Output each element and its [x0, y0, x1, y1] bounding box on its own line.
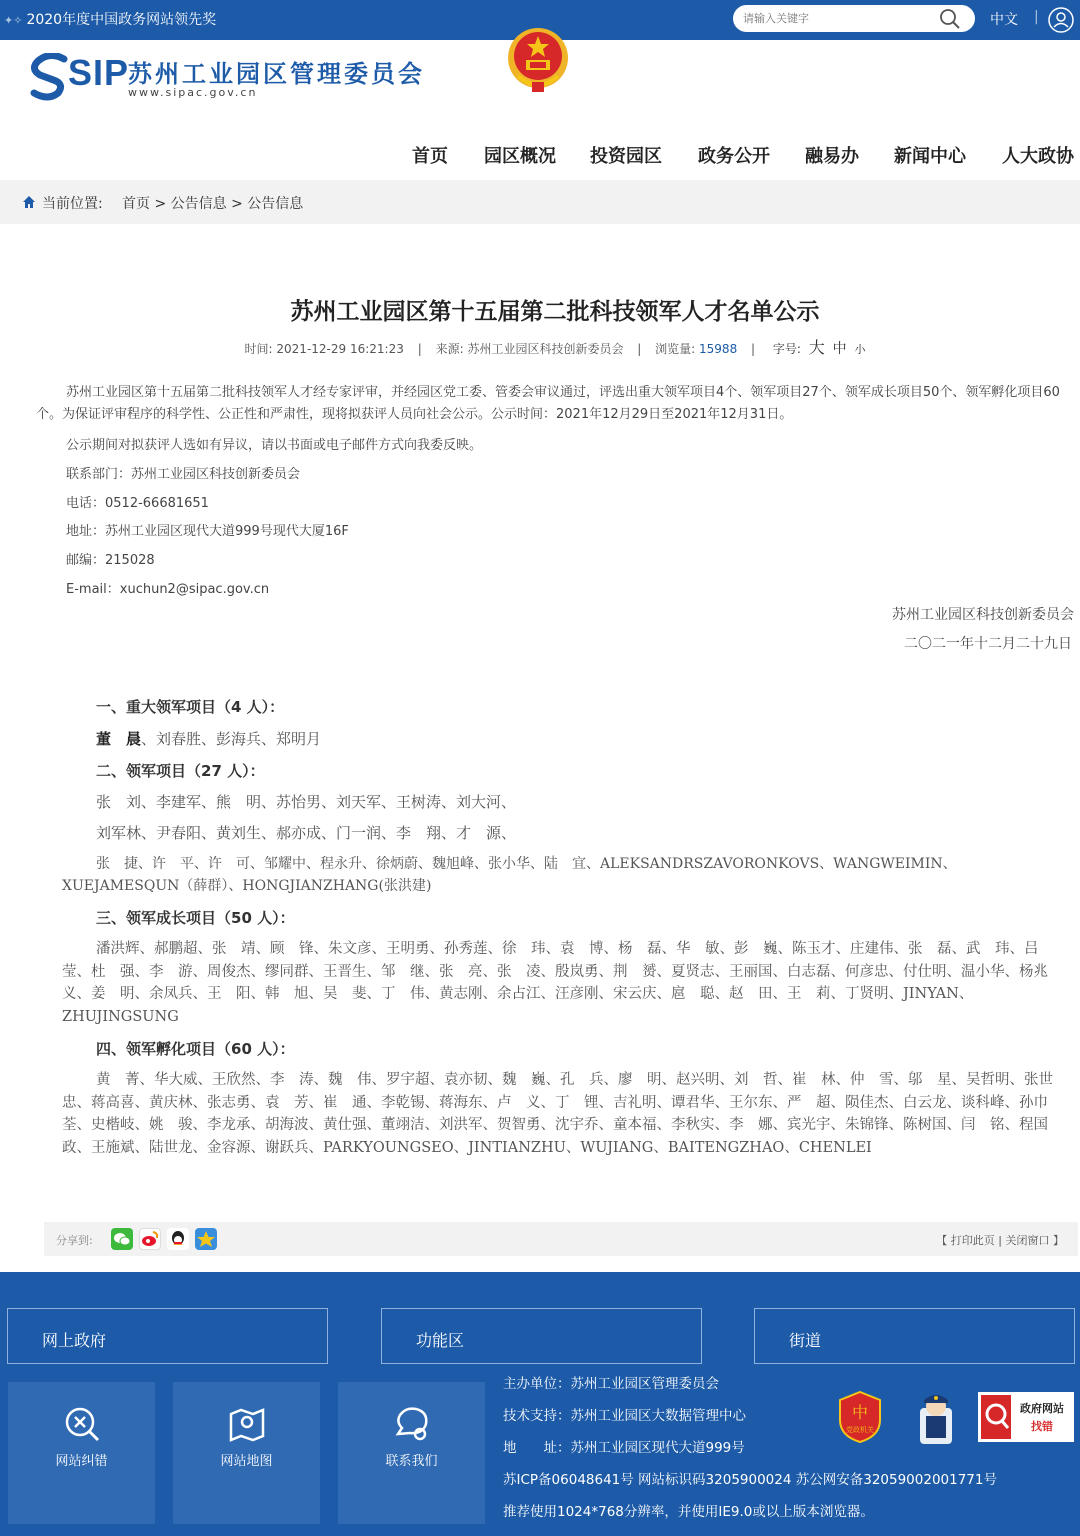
nav-park-overview[interactable]: 园区概况 — [484, 146, 556, 167]
site-logo[interactable] — [30, 50, 430, 120]
nav-npc-cppcc[interactable]: 人大政协 — [1002, 146, 1074, 167]
view-count: 15988 — [699, 342, 738, 356]
name-list-text: 、刘春胜、彭海兵、郑明月 — [141, 730, 322, 748]
breadcrumb — [0, 180, 1080, 224]
home-icon[interactable] — [22, 194, 36, 213]
qzone-icon[interactable] — [195, 1228, 217, 1250]
name-list: 潘洪辉、郝鹏超、张 靖、顾 锋、朱文彦、王明勇、孙秀莲、徐 玮、袁 博、杨 磊、华 敏、彭 巍、陈玉才、庄建伟、张 磊、武 玮、吕 莹、杜 强、李 游、周俊杰、缪同群、王晋生、邹 继、张 亮、张 凌、殷岚勇、荆 赟、夏贤志、王丽国、白志磊、何彦忠、付仕明、温小华、杨兆义、姜 明、余凤兵、王 阳、韩 旭、吴 斐、丁 伟、黄志刚、余占江、汪彦刚、宋云庆、扈 聪、赵 田、王 莉、丁贤明、JINYAN、ZHUJINGSUNG — [62, 941, 1053, 1026]
police-badge-icon[interactable] — [912, 1390, 960, 1452]
chat-icon — [392, 1404, 432, 1444]
section-heading: 一、重大领军项目（4 人）： — [96, 698, 285, 716]
qq-icon[interactable] — [167, 1228, 189, 1250]
print-links-divider: | — [998, 1234, 1002, 1247]
share-bar — [44, 1222, 1078, 1256]
logo-text: SIP — [68, 52, 130, 93]
nav-gov-affairs[interactable]: 政务公开 — [698, 146, 770, 167]
weibo-icon[interactable] — [139, 1228, 161, 1250]
footer-address: 地 址：苏州工业园区现代大道999号 — [503, 1440, 745, 1456]
main-nav — [0, 142, 1080, 168]
font-size-small-button[interactable]: 小 — [854, 343, 866, 356]
font-size-large-button[interactable]: 大 — [808, 338, 825, 357]
breadcrumb-label: 当前位置: — [42, 196, 103, 212]
font-size-control — [769, 338, 866, 357]
name-list: 刘军林、尹春阳、黄刘生、郝亦成、门一润、李 翔、才 源、 — [96, 824, 517, 842]
name-list — [62, 728, 1074, 751]
publish-time: 2021-12-29 16:21:23 — [276, 342, 404, 356]
signature-org: 苏州工业园区科技创新委员会 — [892, 607, 1074, 623]
wechat-icon[interactable] — [111, 1228, 133, 1250]
objection-notice: 公示期间对拟获评人选如有异议，请以书面或电子邮件方式向我委反映。 — [66, 438, 483, 453]
name-list: 张 捷、许 平、许 可、邹耀中、程永升、徐炳蔚、魏旭峰、张小华、陆 宜、ALEKSANDRSZAVORONKOVS、WANGWEIMIN、XUEJAMESQUN（薛群）、HONGJIANZHANG(张洪建) — [62, 856, 957, 894]
print-links — [936, 1232, 1064, 1248]
source-label: 来源: — [435, 342, 464, 356]
time-label: 时间: — [244, 342, 273, 356]
section-heading: 三、领军成长项目（50 人）： — [96, 909, 295, 927]
svg-text:中: 中 — [851, 1403, 869, 1422]
award-text: 2020年度中国政务网站领先奖 — [26, 12, 217, 28]
name-emphasis: 董 晨 — [96, 730, 142, 748]
article-title: 苏州工业园区第十五届第二批科技领军人才名单公示 — [290, 299, 820, 325]
sip-logo-icon — [30, 53, 70, 101]
award-decoration-icon: ✦✧ — [4, 14, 23, 27]
divider: | — [1034, 9, 1039, 25]
search-box — [733, 5, 975, 32]
award-banner[interactable] — [4, 9, 216, 29]
close-window-link[interactable]: 关闭窗口 — [1005, 1234, 1050, 1247]
contact-phone: 电话：0512-66681651 — [66, 496, 209, 511]
section-heading: 四、领军孵化项目（60 人）： — [96, 1040, 295, 1058]
nav-rongyiban[interactable]: 融易办 — [805, 146, 859, 167]
nav-news-center[interactable]: 新闻中心 — [894, 146, 966, 167]
user-icon[interactable] — [1047, 6, 1075, 38]
search-icon[interactable] — [939, 8, 961, 34]
badge-text: 找错 — [1031, 1420, 1053, 1433]
sitemap-tile[interactable] — [173, 1382, 320, 1524]
party-badge-text: 党政机关 — [846, 1426, 874, 1434]
site-footer — [0, 1272, 1080, 1536]
fontsize-label: 字号: — [772, 342, 801, 356]
meta-divider: | — [417, 342, 422, 356]
sitemap-icon — [227, 1404, 267, 1444]
meta-divider: | — [751, 342, 756, 356]
sitemap-label: 网站地图 — [220, 1454, 273, 1469]
source: 苏州工业园区科技创新委员会 — [467, 342, 624, 356]
footer-icp[interactable]: 苏ICP备06048641号 网站标识码3205900024 苏公网安备32059002001771号 — [503, 1472, 997, 1488]
nav-home[interactable]: 首页 — [412, 146, 448, 167]
search-input[interactable] — [743, 10, 933, 27]
error-report-tile[interactable] — [8, 1382, 155, 1524]
error-report-icon — [62, 1404, 102, 1444]
views-label: 浏览量: — [655, 342, 696, 356]
street-dropdown[interactable]: 街道 — [754, 1308, 1075, 1364]
nav-invest[interactable]: 投资园区 — [590, 146, 662, 167]
language-switch[interactable]: 中文 — [990, 12, 1018, 28]
contact-address: 地址：苏州工业园区现代大道999号现代大厦16F — [66, 524, 349, 539]
share-label: 分享到: — [56, 1234, 93, 1247]
badge-text: 政府网站 — [1020, 1402, 1064, 1415]
footer-browser-note: 推荐使用1024*768分辨率，并使用IE9.0或以上版本浏览器。 — [503, 1504, 874, 1520]
bracket: 【 — [936, 1234, 948, 1247]
footer-tech-support: 技术支持：苏州工业园区大数据管理中心 — [503, 1408, 746, 1424]
functional-zone-dropdown[interactable]: 功能区 — [381, 1308, 702, 1364]
gov-site-error-badge[interactable] — [978, 1392, 1074, 1446]
bracket: 】 — [1053, 1234, 1064, 1247]
print-page-link[interactable]: 打印此页 — [950, 1234, 995, 1247]
article-intro: 苏州工业园区第十五届第二批科技领军人才经专家评审，并经园区党工委、管委会审议通过，评选出重大领军项目4个、领军项目27个、领军成长项目50个、领军孵化项目60个。为保证评审程序的科学性、公正性和严肃性，现将拟获评人员向社会公示。公示时间：2021年12月29日至2021年12月31日。 — [36, 385, 1060, 422]
signature-date: 二〇二一年十二月二十九日 — [904, 636, 1072, 652]
organization-name: 苏州工业园区管理委员会 — [128, 60, 425, 88]
contact-us-label: 联系我们 — [385, 1454, 438, 1469]
footer-host: 主办单位：苏州工业园区管理委员会 — [503, 1376, 719, 1392]
contact-dept: 联系部门：苏州工业园区科技创新委员会 — [66, 467, 301, 482]
name-list: 张 刘、李建军、熊 明、苏怡男、刘天军、王树涛、刘大河、 — [96, 793, 517, 811]
name-list: 黄 菁、华大威、王欣然、李 涛、魏 伟、罗宇超、袁亦韧、魏 巍、孔 兵、廖 明、赵兴明、刘 哲、崔 林、仲 雪、邬 星、吴哲明、张世忠、蒋高喜、黄庆林、张志勇、袁 芳、崔 通、李乾锡、蒋海东、卢 义、丁 锂、吉礼明、谭君华、王尔东、严 超、陨佳杰、白云龙、谈科峰、孙巾荃、史楷岐、姚 骏、李龙承、胡海波、黄仕强、董翊洁、刘洪军、贺智勇、沈宇乔、童本福、李秋实、李 娜、宾光宇、朱锦锋、陈树国、闫 铭、程国政、王施斌、陆世龙、金容源、谢跃兵、PARKYOUNGSEO、JINTIANZHU、WUJIANG、BAITENGZHAO、CHENLEI — [62, 1072, 1053, 1157]
font-size-medium-button[interactable]: 中 — [832, 341, 847, 357]
national-emblem-icon — [506, 26, 570, 100]
breadcrumb-path[interactable]: 首页 > 公告信息 > 公告信息 — [122, 196, 304, 212]
contact-postcode: 邮编：215028 — [66, 553, 155, 568]
site-url: www.sipac.gov.cn — [128, 86, 258, 99]
meta-divider: | — [637, 342, 642, 356]
article-meta — [0, 335, 1080, 358]
error-report-label: 网站纠错 — [55, 1454, 108, 1469]
contact-email[interactable]: E-mail：xuchun2@sipac.gov.cn — [66, 582, 270, 597]
online-government-dropdown[interactable]: 网上政府 — [7, 1308, 328, 1364]
section-heading: 二、领军项目（27 人）： — [96, 762, 265, 780]
party-gov-badge-icon[interactable] — [836, 1390, 884, 1448]
contact-us-tile[interactable] — [338, 1382, 485, 1524]
